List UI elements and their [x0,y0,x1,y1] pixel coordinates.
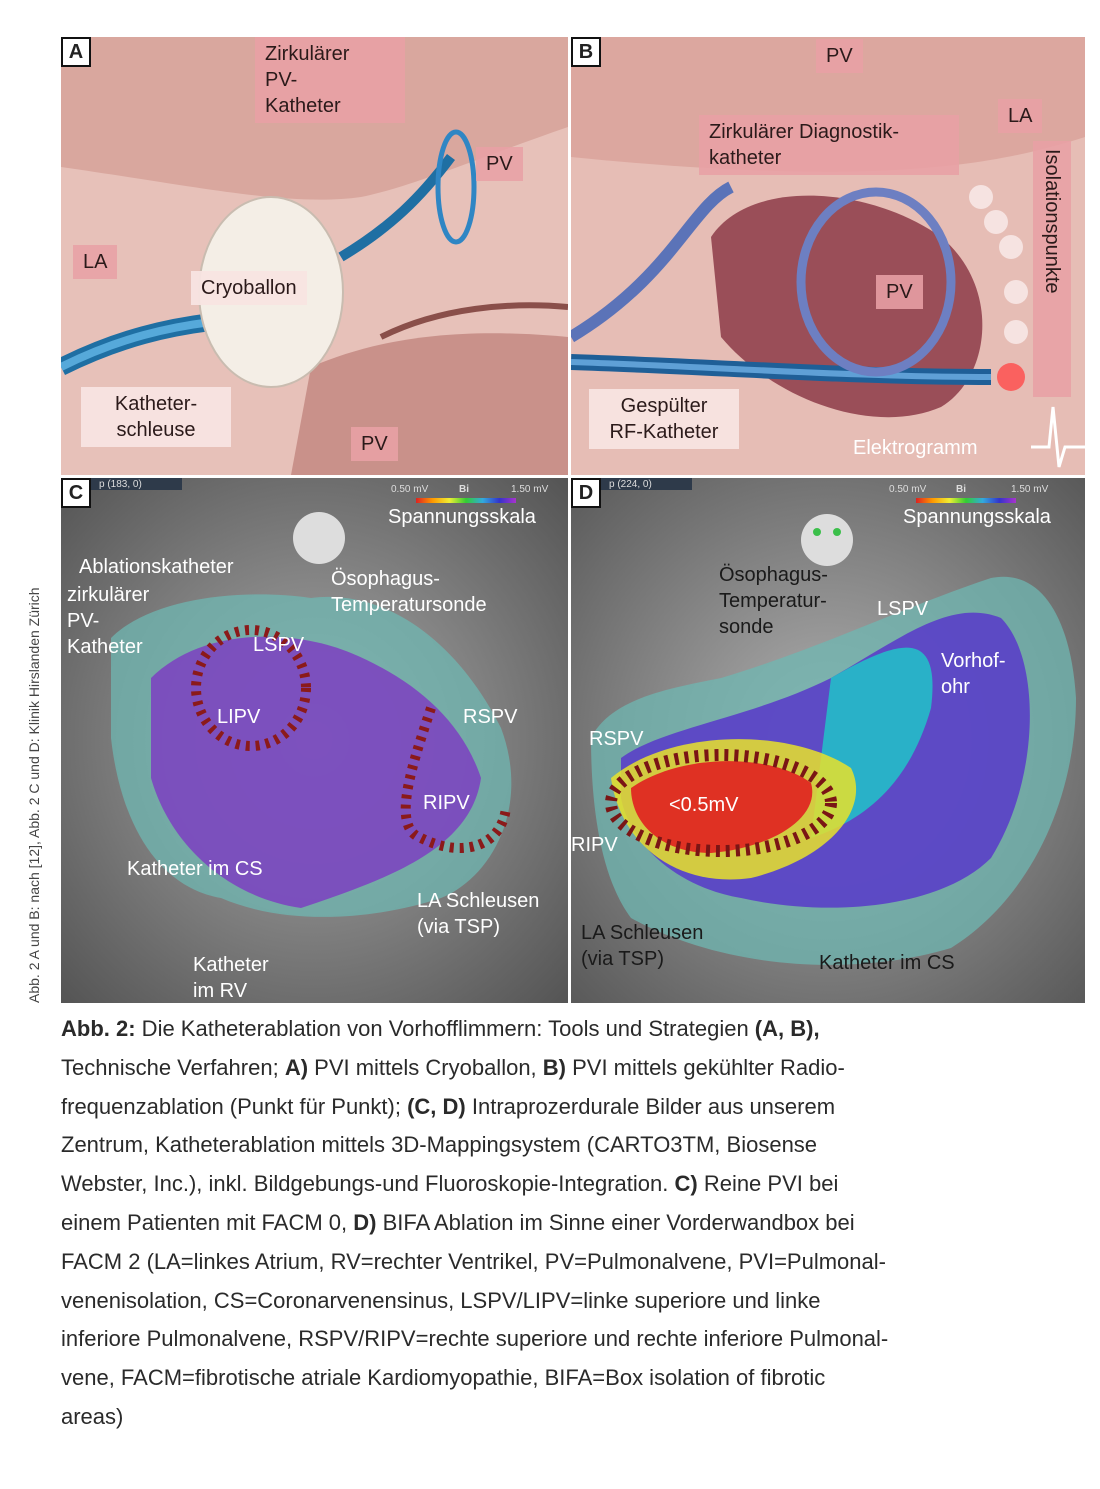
label-pv: PV [476,147,523,181]
label-low-voltage: <0.5mV [669,794,739,816]
label-gespulter-rf-katheter: Gespülter RF-Katheter [589,389,739,449]
label-la: LA [998,99,1042,133]
label-katheter-im-cs: Katheter im CS [819,952,955,974]
caption-bold-run: (C, D) [407,1093,466,1119]
caption-text-run: PVI mittels Cryoballon, [308,1054,543,1080]
caption-text-run: Reine PVI bei [697,1171,839,1197]
caption-text-run: BIFA Ablation im Sinne einer Vorderwandbox bei [376,1209,855,1235]
panel-letter: D [571,478,601,508]
panel-b-rf-ablation-illustration [571,37,1085,475]
label-katheterschleuse: Katheter- schleuse [81,387,231,447]
image-credit: Abb. 2 A und B: nach [12], Abb. 2 C und D: Klinik Hirslanden Zürich [26,587,42,1003]
label-vorhofohr: Vorhof- ohr [941,650,1006,698]
scale-min: 0.50 mV [889,484,927,495]
caption-text-run: vene, FACM=fibrotische atriale Kardiomyopathie, BIFA=Box isolation of fibrotic [61,1365,826,1391]
figure-caption [61,1010,1086,1437]
scale-max: 1.50 mV [1011,484,1049,495]
panel-letter: B [571,37,601,67]
caption-line [61,1010,1086,1049]
label-rspv: RSPV [589,728,644,750]
label-la: LA [73,245,117,279]
scale-mode: Bi [459,484,469,495]
caption-text-run: Die Katheterablation von Vorhofflimmern: Tools und Strategien [135,1016,755,1041]
label-katheter-im-rv: Katheter im RV [193,954,269,1002]
label-lspv: LSPV [253,634,305,656]
caption-line [61,1398,1086,1437]
panel-d-voltage-map [571,478,1085,1003]
caption-line [61,1243,1086,1282]
caption-text-run: einem Patienten mit FACM 0, [61,1209,354,1235]
label-zirkularer-pv-katheter: zirkulärer PV- Katheter [67,584,150,658]
caption-bold-run: B) [542,1054,566,1080]
label-rspv: RSPV [463,706,518,728]
label-la-schleusen: LA Schleusen (via TSP) [581,922,704,970]
caption-bold-run: D) [353,1209,377,1235]
caption-text-run: venenisolation, CS=Coronarvenensinus, LSPV/LIPV=linke superiore und linke [61,1287,821,1313]
scale-mode: Bi [956,484,966,495]
caption-bold-run: (A, B), [754,1016,820,1041]
label-ripv: RIPV [423,792,470,814]
label-isolationspunkte: Isolationspunkte [1033,141,1071,397]
caption-line [61,1320,1086,1359]
caption-text-run: areas) [61,1403,124,1429]
caption-line [61,1282,1086,1321]
caption-text-run: Intraprozerdurale Bilder aus unserem [465,1093,836,1119]
label-cryoballon: Cryoballon [191,271,307,305]
caption-bold-run: Abb. 2: [61,1016,136,1041]
panel-letter: C [61,478,91,508]
scale-min: 0.50 mV [391,484,429,495]
caption-line [61,1049,1086,1088]
caption-line [61,1088,1086,1127]
label-oesophagus-temperatursonde: Ösophagus- Temperatur- sonde [719,564,828,638]
label-ablationskatheter: Ablationskatheter [79,556,234,578]
caption-text-run: PVI mittels gekühlter Radio- [566,1054,845,1080]
caption-line [61,1359,1086,1398]
label-pv-bottom: PV [351,427,398,461]
label-pv-mid: PV [876,275,923,309]
caption-bold-run: A) [284,1054,309,1080]
caption-line [61,1126,1086,1165]
label-lspv: LSPV [877,598,929,620]
caption-text-run: inferiore Pulmonalvene, RSPV/RIPV=rechte superiore und rechte inferiore Pulmonal- [61,1326,889,1352]
panel-c-voltage-map [61,478,568,1003]
label-spannungsskala: Spannungsskala [388,506,536,528]
label-ripv: RIPV [571,834,618,856]
panel-letter: A [61,37,91,67]
panel-a-cryoballoon-illustration [61,37,568,475]
caption-text-run: frequenzablation (Punkt für Punkt); [61,1093,408,1119]
caption-text-run: FACM 2 (LA=linkes Atrium, RV=rechter Ventrikel, PV=Pulmonalvene, PVI=Pulmonal- [61,1248,886,1274]
scale-max: 1.50 mV [511,484,549,495]
voltage-scale-bar [416,498,516,503]
map-header: p (183, 0) [99,479,142,490]
label-katheter-im-cs: Katheter im CS [127,858,263,880]
label-elektrogramm: Elektrogramm [853,437,978,459]
map-header: p (224, 0) [609,479,652,490]
caption-line [61,1165,1086,1204]
label-lipv: LIPV [217,706,261,728]
voltage-scale-bar [916,498,1016,503]
label-pv: PV [816,39,863,73]
caption-bold-run: C) [674,1171,698,1197]
label-diagnostikkatheter: Zirkulärer Diagnostik- katheter [699,115,959,175]
caption-text-run: Webster, Inc.), inkl. Bildgebungs-und Fluoroskopie-Integration. [61,1171,675,1197]
caption-text-run: Technische Verfahren; [61,1054,285,1080]
label-oesophagus-temperatursonde: Ösophagus- Temperatursonde [331,568,487,616]
caption-text-run: Zentrum, Katheterablation mittels 3D-Mappingsystem (CARTO3TM, Biosense [61,1132,818,1158]
label-la-schleusen: LA Schleusen (via TSP) [417,890,540,938]
figure [61,37,1085,1003]
caption-line [61,1204,1086,1243]
label-zirkularer-pv-katheter: Zirkulärer PV- Katheter [255,37,405,123]
label-spannungsskala: Spannungsskala [903,506,1051,528]
